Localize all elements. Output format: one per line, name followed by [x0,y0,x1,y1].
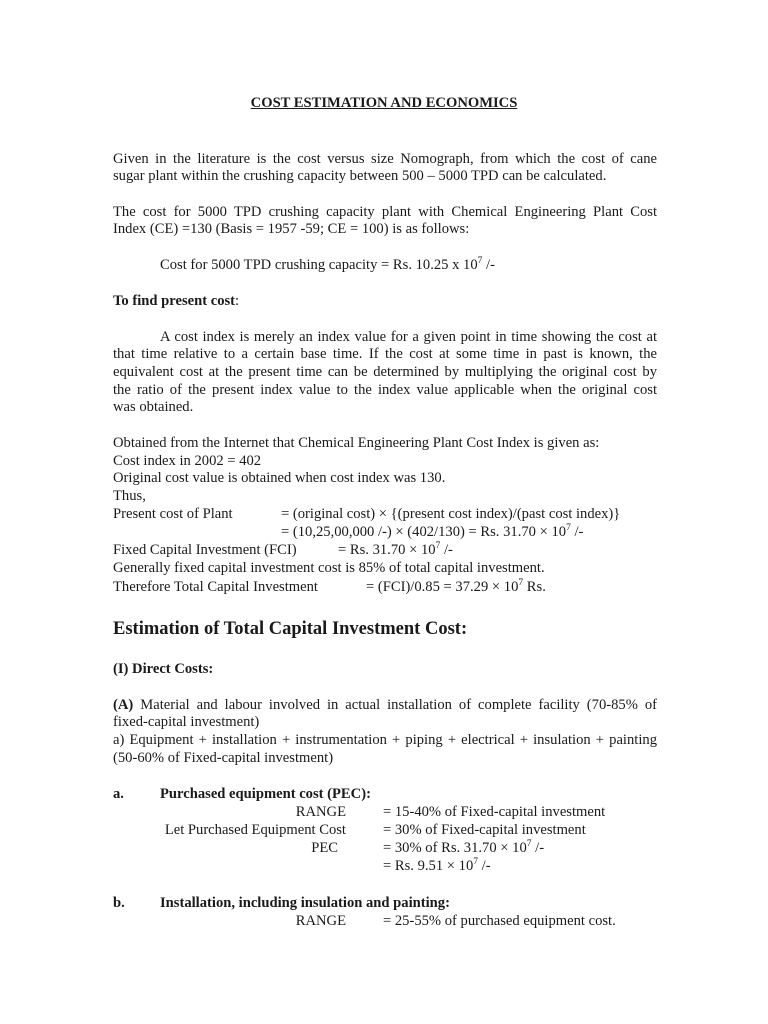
tci-label: Therefore Total Capital Investment [113,579,318,595]
cost-index-line-3: equivalent cost at the present time can be determined by multiplying the original cost by [113,364,657,380]
present-cost-label: Present cost of Plant [113,506,233,522]
item-a-heading: Purchased equipment cost (PEC): [160,786,371,802]
item-a-pec-label: PEC [311,840,338,856]
section-a-line-1: (A) Material and labour involved in actual installation of complete facility (70-85% of [113,697,657,713]
section-a-line-4: (50-60% of Fixed-capital investment) [113,750,334,766]
fci-value: = Rs. $31.70 \times 10^7$ /- [338,541,453,558]
section-a-line-3: a) Equipment + installation + instrumentation + piping + electrical + insulation + painting [113,732,657,748]
cost-index-line-1: A cost index is merely an index value for a given point in time showing the cost at [160,329,657,345]
item-b-range-label: RANGE [295,913,346,929]
intro-line-1: Given in the literature is the cost versus size Nomograph, from which the cost of cane [113,151,657,167]
present-cost-heading: To find present cost: [113,293,240,309]
cost-basis-line-1: The cost for 5000 TPD crushing capacity plant with Chemical Engineering Plant Cost [113,204,657,220]
item-a-pec-value: = 30% of Rs. $31.70 \times 10^7$ /- [383,839,545,856]
cost-index-line-2: that time relative to a certain base time. If the cost at some time in past is known, the [113,346,657,362]
calc-line-1: Obtained from the Internet that Chemical Engineering Plant Cost Index is given as: [113,435,600,451]
item-b-range-value: = 25-55% of purchased equipment cost. [383,913,616,929]
cost-index-line-4: the ratio of the present index value to the index value applicable when the original cost [113,382,657,398]
section-a-line-2: fixed-capital investment) [113,714,260,730]
item-a-result-value: = Rs. $9.51 \times 10^7$ /- [383,857,491,874]
item-a-marker: a. [113,786,124,802]
present-cost-value: = (10,25,00,000 /-) × (402/130) = Rs. $31.70 \times 10^7$ /- [281,523,584,540]
fci-label: Fixed Capital Investment (FCI) [113,542,297,558]
cost-index-line-5: was obtained. [113,399,194,415]
tci-value: = $(FCI)/0.85 = 37.29 \times 10^7$ Rs. [366,578,546,595]
cost-basis-line-2: Index (CE) =130 (Basis = 1957 -59; CE = 100) is as follows: [113,221,470,237]
intro-line-2: sugar plant within the crushing capacity between 500 – 5000 TPD can be calculated. [113,168,607,184]
item-b-marker: b. [113,895,125,911]
item-a-range-value: = 15-40% of Fixed-capital investment [383,804,606,820]
item-a-range-label: RANGE [295,804,346,820]
cost-5000-tpd: Cost for 5000 TPD crushing capacity = Rs. 10.25 x $10^7$ /- [160,256,495,273]
item-a-let-value: = 30% of Fixed-capital investment [383,822,586,838]
estimation-heading: Estimation of Total Capital Investment Cost: [113,619,468,639]
direct-costs-heading: (I) Direct Costs: [113,661,214,677]
item-b-heading: Installation, including insulation and painting: [160,895,450,911]
item-a-let-label: Let Purchased Equipment Cost [164,822,346,838]
present-cost-formula: = (original cost) × {(present cost index)/(past cost index)} [281,506,621,522]
generally-line: Generally fixed capital investment cost is 85% of total capital investment. [113,560,545,576]
calc-line-3: Original cost value is obtained when cost index was 130. [113,470,446,486]
page-title: COST ESTIMATION AND ECONOMICS [250,95,518,111]
calc-line-2: Cost index in 2002 = 402 [113,453,262,469]
calc-line-4: Thus, [113,488,146,504]
